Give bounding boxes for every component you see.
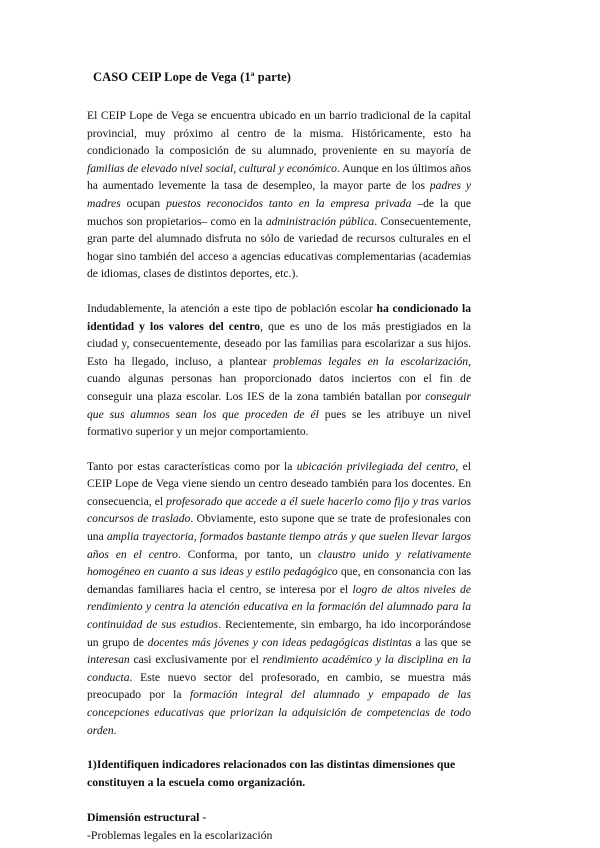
italic-phrase: formación integral del alumnado y empapado de las concepciones educativas que priorizan la adquisición de competencias de todo orden [87,688,471,737]
text-run: . Aunque en los últimos años ha aumentado levemente la tasa de desempleo, la mayor parte de los [87,161,471,193]
paragraph-teachers [87,458,471,740]
italic-phrase: problemas legales en la escolarización [273,354,469,368]
text-run: que, en consonancia con las demandas familiares hacia el centro, se interesa por el [87,565,471,596]
italic-phrase: docentes más jóvenes y con ideas pedagógicas distintas [147,635,412,649]
text-run: , el CEIP Lope de Vega viene siendo un centro deseado también para los docentes. En consecuencia, el [87,459,471,508]
italic-phrase: ubicación privilegiada del centro [296,459,456,473]
text-run: , cuando algunas personas han proporcionado datos inciertos con el fin de conseguir una plaza escolar. Los IES de la zona también batallan por [87,354,471,403]
text-run: . Este nuevo sector del profesorado, en cambio, se muestra más preocupado por la [87,670,471,702]
text-run: El CEIP Lope de Vega se encuentra ubicado en un barrio tradicional de la capital provincial, muy próximo al centro de la misma. Históricamente, esto ha condicionado la composición de su alumnado, proveniente en su mayoría de [87,109,471,158]
dimension-section [87,809,471,844]
italic-phrase: amplia trayectoria, formados bastante tiempo atrás y que suelen llevar largos años en el centro [87,530,472,561]
italic-phrase: claustro unido y relativamente homogéneo en cuanto a sus ideas y estilo pedagógico [87,547,471,579]
case-title: CASO CEIP Lope de Vega (1ª parte) [93,70,292,84]
text-run: Tanto por estas características como por la [87,459,297,473]
text-run: . Consecuentemente, gran parte del alumnado disfruta no sólo de variedad de recursos culturales en el hogar sino también del acceso a agencias educativas complementarias (academias de idiomas, clases de distintos deportes, etc.). [87,214,471,281]
text-run: pues se les atribuye un nivel formativo superior y un mejor comportamiento. [87,407,471,439]
text-run: Indudablemente, la atención a este tipo de población escolar [87,301,377,315]
italic-phrase: familias de elevado nivel social, cultural y económico [87,161,337,175]
italic-phrase: administración pública [265,214,375,228]
paragraph-context [87,107,471,283]
italic-phrase: puestos reconocidos tanto en la empresa privada [166,196,412,210]
italic-phrase: interesan [87,653,130,667]
document-body [87,70,471,845]
italic-phrase: padres y madres [87,179,471,210]
text-run: casi exclusivamente por el [129,653,263,667]
paragraph-identity [87,300,471,441]
text-run: . Conforma, por tanto, un [177,547,319,561]
dimension-heading: Dimensión estructural - [87,810,207,825]
italic-phrase: logro de altos niveles de rendimiento y centra la atención educativa en la formación del alumnado para la continuidad de sus estudios [87,582,471,632]
text-run: . [113,723,117,737]
text-run: , que es uno de los más prestigiados en la ciudad y, consecuentemente, deseado por las familias para escolarizar a sus hijos. Esto ha llegado, incluso, a plantear [87,319,471,368]
bold-phrase: ha condicionado la identidad y los valores del centro [87,301,471,333]
text-run: a las que se [411,635,471,649]
text-run: . Recientemente, sin embargo, ha ido incorporándose un grupo de [87,618,471,649]
text-run: . Obviamente, esto supone que se trate de profesionales con una [87,512,471,544]
italic-phrase: rendimiento académico y la disciplina en la conducta [87,653,471,684]
italic-phrase: conseguir que sus alumnos sean los que proceden de él [87,389,471,421]
italic-phrase: profesorado que accede a él suele hacerlo como fijo y tras varios concursos de traslado [87,494,471,526]
text-run: ocupan [120,196,167,210]
question-1: 1)Identifiquen indicadores relacionados con las distintas dimensiones que constituyen a la escuela como organización. [87,757,456,789]
text-run: –de la que muchos son propietarios– como en la [87,196,472,228]
dimension-item: -Problemas legales en la escolarización [87,827,273,842]
